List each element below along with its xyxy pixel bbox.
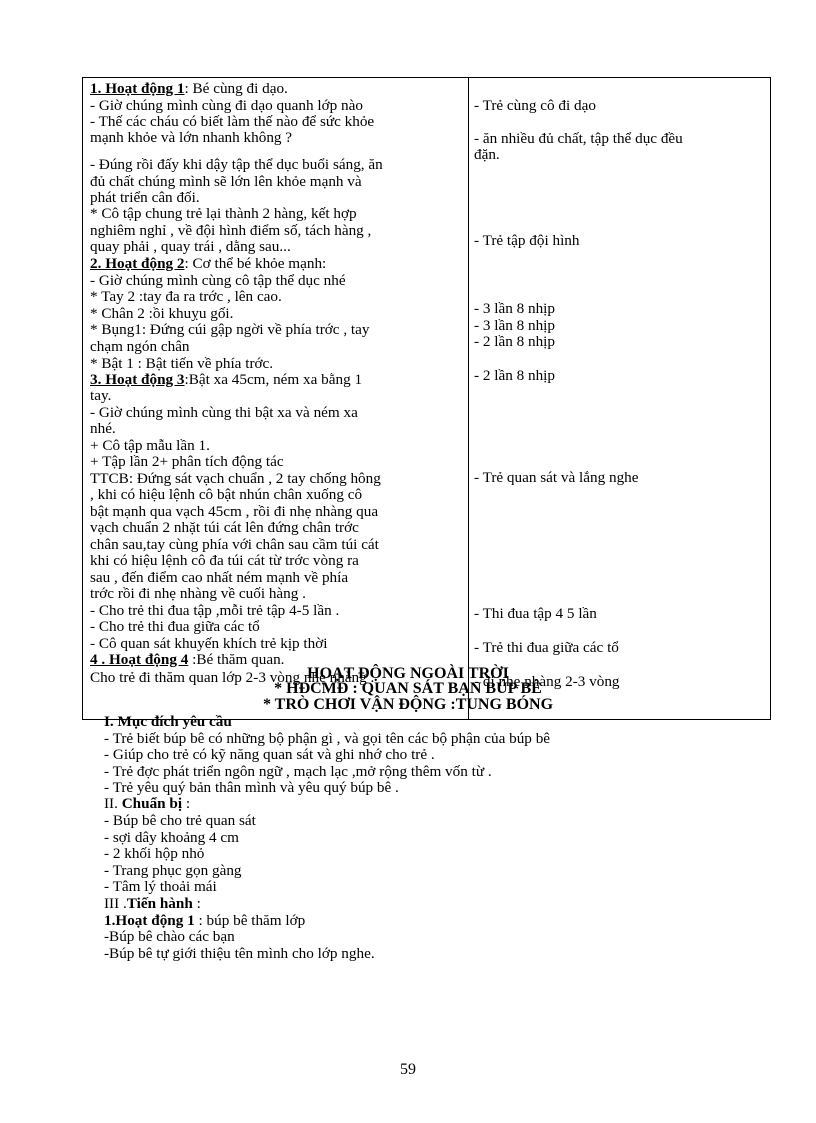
activity-line [90, 504, 378, 520]
section-text: : búp bê thăm lớp [194, 912, 306, 929]
section-heading: I. Mục đích yêu cầu [104, 713, 232, 730]
response-line: - Trẻ cùng cô đi dạo [474, 97, 596, 114]
activity-line [90, 553, 359, 569]
activity-text: * Cô tập chung trẻ lại thành 2 hàng, kết hợp [90, 205, 357, 222]
section-heading: Chuẩn bị [121, 795, 183, 812]
activity-text: - Giờ chúng mình cùng cô tập thể dục nhé [90, 272, 346, 289]
activity-line [90, 421, 116, 437]
activity-text: bật mạnh qua vạch 45cm , rồi đi nhẹ nhàng qua [90, 503, 379, 520]
section-line [104, 913, 305, 929]
activity-text: * Bụng1: Đứng cúi gập ngời về phía trớc , tay [90, 321, 370, 338]
section-line [104, 863, 242, 879]
response-line: - Trẻ tập đội hình [474, 232, 580, 249]
activity-line [90, 98, 363, 114]
section-text: - sợi dây khoảng 4 cm [104, 829, 239, 846]
activity-line [90, 471, 381, 487]
activity-text: phát triển cân đối. [90, 189, 200, 206]
activity-text: : Cơ thể bé khỏe mạnh: [184, 255, 327, 272]
activity-text: TTCB: Đứng sát vạch chuẩn , 2 tay chống hông [90, 470, 381, 487]
section-text: - Trẻ đợc phát triển ngôn ngữ , mạch lạc ,mở rộng thêm vốn từ . [104, 763, 492, 780]
activity-text: chạm ngón chân [90, 338, 190, 355]
lesson-table [82, 77, 771, 720]
activity-heading: 4 . Hoạt động 4 [90, 651, 189, 668]
section-heading: 1.Hoạt động 1 [104, 912, 195, 929]
activity-cell [83, 78, 468, 719]
section-line [104, 813, 256, 829]
activity-line [90, 322, 369, 338]
section-text: - Trẻ yêu quý bản thân mình và yêu quý búp bê . [104, 779, 399, 796]
activity-text: - Đúng rồi đấy khi dậy tập thể dục buổi sáng, ăn [90, 156, 383, 173]
activity-line [90, 388, 111, 404]
page-number: 59 [400, 1061, 416, 1078]
activity-line [90, 157, 383, 173]
table-row [83, 78, 771, 720]
activity-text: - Giờ chúng mình cùng thi bật xa và ném xa [90, 404, 358, 421]
activity-text: - Cho trẻ thi đua tập ,mỗi trẻ tập 4-5 lần . [90, 602, 340, 619]
section-title: * TRÒ CHƠI VẬN ĐỘNG :TUNG BÓNG [262, 696, 554, 713]
activity-text: nghiêm nghỉ , về đội hình điểm số, tách hàng , [90, 222, 372, 239]
activity-line [90, 130, 292, 146]
activity-text: + Tập lần 2+ phân tích động tác [90, 453, 284, 470]
activity-line [90, 174, 362, 190]
section-line [104, 929, 235, 945]
section-line [104, 846, 204, 862]
activity-line [90, 81, 288, 97]
section-text: - Tâm lý thoải mái [104, 878, 217, 895]
section-title: HOẠT ĐỘNG NGOÀI TRỜI [307, 665, 509, 682]
activity-column [83, 78, 469, 720]
activity-line [90, 603, 339, 619]
response-line: - 2 lần 8 nhịp [474, 333, 555, 350]
response-line: - ăn nhiều đủ chất, tập thể dục đều [474, 130, 683, 147]
section-line [104, 747, 435, 763]
activity-text: vạch chuẩn 2 nhặt túi cát lên đứng chân trớc [90, 519, 359, 536]
activity-text: tay. [90, 387, 112, 404]
section-line [104, 830, 239, 846]
response-line: - Trẻ quan sát và lắng nghe [474, 469, 639, 486]
activity-line [90, 520, 359, 536]
section-text: - 2 khối hộp nhỏ [104, 845, 205, 862]
activity-line [90, 619, 260, 635]
section-text: -Búp bê tự giới thiệu tên mình cho lớp nghe. [104, 945, 375, 962]
child-response-column [469, 78, 771, 720]
response-line: - 2 lần 8 nhịp [474, 367, 555, 384]
response-line: đặn. [474, 146, 500, 163]
activity-heading: 1. Hoạt động 1 [90, 80, 185, 97]
activity-line [90, 306, 233, 322]
activity-text: :Bật xa 45cm, ném xa bằng 1 [184, 371, 363, 388]
activity-text: mạnh khỏe và lớn nhanh không ? [90, 129, 293, 146]
section-text: : [182, 795, 191, 812]
activity-text: * Tay 2 :tay đa ra trớc , lên cao. [90, 288, 282, 305]
section-line [104, 764, 492, 780]
section-line [104, 896, 201, 912]
section-line [104, 714, 232, 730]
activity-text: khi có hiệu lệnh cô đa túi cát từ trớc vòng ra [90, 552, 359, 569]
activity-line [90, 239, 291, 255]
activity-line [90, 487, 362, 503]
activity-line [90, 438, 210, 454]
activity-text: - Cô quan sát khuyến khích trẻ kịp thời [90, 635, 328, 652]
section-text: - Trẻ biết búp bê có những bộ phận gì , và gọi tên các bộ phận của búp bê [104, 730, 551, 747]
section-prefix: III . [104, 895, 127, 912]
section-text: -Búp bê chào các bạn [104, 928, 235, 945]
activity-line [90, 114, 374, 130]
activity-text: chân sau,tay cùng phía với chân sau cầm túi cát [90, 536, 379, 553]
activity-line [90, 289, 282, 305]
activity-line [90, 190, 200, 206]
activity-text: nhé. [90, 420, 116, 437]
activity-text: , khi có hiệu lệnh cô bật nhún chân xuống cô [90, 486, 363, 503]
activity-text: * Bật 1 : Bật tiến về phía trớc. [90, 355, 274, 372]
section-heading: Tiến hành [126, 895, 193, 912]
response-line: - 3 lần 8 nhịp [474, 300, 555, 317]
section-line [104, 780, 399, 796]
activity-text: trớc rồi đi nhẹ nhàng về cuối hàng . [90, 585, 306, 602]
activity-text: * Chân 2 :ồi khuỵu gối. [90, 305, 234, 322]
activity-text: đủ chất chúng mình sẽ lớn lên khỏe mạnh và [90, 173, 362, 190]
activity-text: quay phải , quay trái , dằng sau... [90, 238, 291, 255]
response-line: - 3 lần 8 nhịp [474, 317, 555, 334]
activity-line [90, 570, 348, 586]
response-cell [469, 78, 770, 719]
activity-line [90, 372, 362, 388]
section-line [104, 879, 217, 895]
activity-text: : Bé cùng đi dạo. [184, 80, 288, 97]
activity-line [90, 206, 357, 222]
activity-text: :Bé thăm quan. [188, 651, 285, 668]
section-line [104, 731, 550, 747]
activity-heading: 2. Hoạt động 2 [90, 255, 185, 272]
activity-line [90, 405, 358, 421]
response-line: - Trẻ thi đua giữa các tổ [474, 639, 619, 656]
response-line: - Thi đua tập 4 5 lần [474, 605, 597, 622]
section-line [104, 796, 190, 812]
activity-text: Cho trẻ đi thăm quan lớp 2-3 vòng nhẹ nhàng . [90, 669, 375, 686]
activity-line [90, 636, 328, 652]
activity-line [90, 223, 371, 239]
activity-line [90, 273, 346, 289]
section-text: - Trang phục gọn gàng [104, 862, 242, 879]
activity-text: - Thế các cháu có biết làm thế nào để sức khỏe [90, 113, 375, 130]
section-text: : [192, 895, 201, 912]
section-line [104, 946, 375, 962]
response-line: - đi nhẹ nhàng 2-3 vòng [474, 673, 620, 690]
activity-text: + Cô tập mẫu lần 1. [90, 437, 210, 454]
activity-line [90, 356, 273, 372]
activity-line [90, 586, 306, 602]
activity-text: sau , đến điểm cao nhất ném mạnh về phía [90, 569, 349, 586]
activity-line [90, 256, 326, 272]
section-title: * HĐCMĐ : QUAN SÁT BẠN BÚP BÊ [274, 680, 542, 697]
section-text: - Búp bê cho trẻ quan sát [104, 812, 256, 829]
section-prefix: II. [104, 795, 122, 812]
activity-heading: 3. Hoạt động 3 [90, 371, 185, 388]
activity-line [90, 454, 284, 470]
activity-text: - Cho trẻ thi đua giữa các tổ [90, 618, 260, 635]
activity-line [90, 537, 379, 553]
section-text: - Giúp cho trẻ có kỹ năng quan sát và ghi nhớ cho trẻ . [104, 746, 435, 763]
activity-text: - Giờ chúng mình cùng đi dạo quanh lớp nào [90, 97, 363, 114]
activity-line [90, 339, 190, 355]
